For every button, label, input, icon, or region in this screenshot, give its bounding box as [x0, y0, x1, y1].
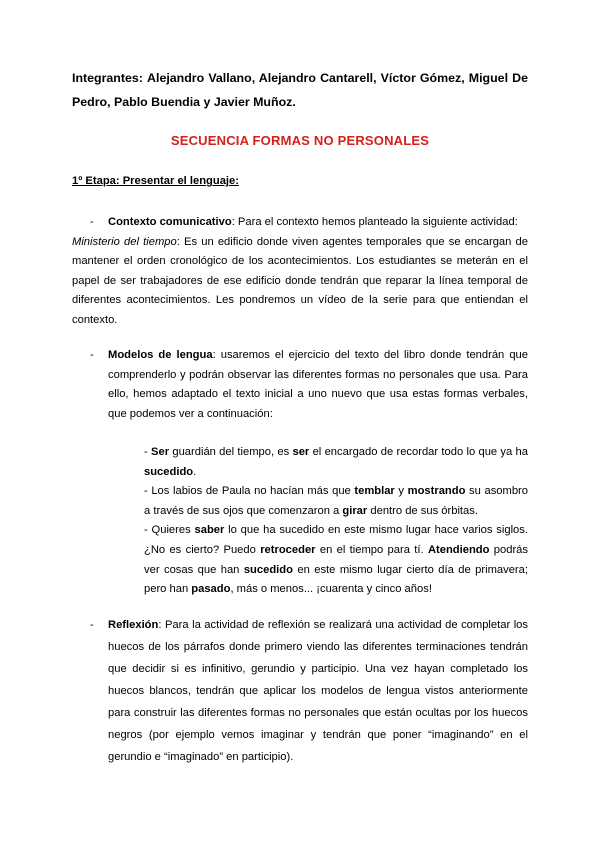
modelos-body: : usaremos el ejercicio del texto del libro donde tendrán que comprenderlo y podrán observar las diferentes formas no personales que usa. Para ello, hemos adaptado el texto inicial a uno nuevo que usa estas formas verbales, que podemos ver a continuación:	[108, 349, 528, 420]
reflexion-body: : Para la actividad de reflexión se realizará una actividad de completar los huecos de los párrafos donde primero viendo las diferentes terminaciones tendrán que decidir si es infinitivo, gerundio y participio. Una vez hayan completado los huecos blancos, tendrán que aplicar los modelos de lengua vistos anteriormente para construir las diferentes formas no personales que están ocultas por los huecos negros (por ejemplo vemos imaginar y tendrán que poner “imaginando” en el gerundio e “imaginado” en participio).	[108, 619, 528, 763]
example-text-block	[144, 443, 528, 600]
example-verb-form: saber	[194, 524, 225, 537]
contexto-activity: Ministerio del tiempo	[72, 235, 177, 248]
example-verb-form: girar	[342, 504, 368, 517]
example-text-run: lo que ha sucedido en este mismo lugar hace varios siglos. ¿No es cierto? Puedo	[144, 524, 528, 556]
example-verb-form: sucedido	[144, 465, 194, 478]
example-verb-form: temblar	[354, 485, 395, 498]
example-text-run: dentro de sus órbitas.	[367, 504, 478, 517]
example-verb-form: retroceder	[260, 543, 316, 556]
modelos-heading: Modelos de lengua	[108, 349, 213, 361]
reflexion-heading: Reflexión	[108, 619, 159, 631]
example-verb-form: ser	[292, 446, 310, 458]
example-text-run: su asombro a través de sus ojos que comenzaron a	[144, 485, 528, 517]
example-line-1	[144, 443, 528, 482]
modelos-paragraph	[72, 346, 528, 424]
example-text-run: en el tiempo para tí.	[315, 543, 428, 556]
example-line-2	[144, 482, 528, 521]
example-verb-form: Ser	[151, 446, 170, 458]
document-title: SECUENCIA FORMAS NO PERSONALES	[170, 133, 430, 148]
example-text-run: guardián del tiempo, es	[169, 446, 293, 458]
example-text-run: - Quieres	[144, 524, 195, 537]
example-text-run: -	[144, 446, 152, 458]
example-text-run: .	[193, 465, 197, 478]
bullet-dash: -	[90, 619, 94, 631]
contexto-paragraph	[72, 213, 528, 331]
contexto-heading: Contexto comunicativo	[108, 216, 232, 228]
contexto-body: : Es un edificio donde viven agentes temporales que se encargan de mantener el orden cronológico de los acontecimientos. Los estudiantes se meterán en el papel de ser trabajadores de ese edificio donde tendrán que reparar la línea temporal de diferentes acontecimientos. Les pondremos un vídeo de la serie para que entiendan el contexto.	[72, 235, 528, 326]
example-verb-form: pasado	[191, 583, 231, 596]
example-verb-form: Atendiendo	[427, 543, 490, 556]
example-line-3	[144, 521, 528, 599]
integrantes-names: Alejandro Vallano, Alejandro Cantarell, Víctor Gómez, Miguel De Pedro, Pablo Buendia y Javier Muñoz.	[72, 71, 528, 109]
example-text-run: , más o menos... ¡cuarenta y cinco años!	[230, 583, 432, 596]
example-text-run: - Los labios de Paula no hacían más que	[144, 485, 355, 498]
example-text-run: y	[394, 485, 408, 498]
bullet-dash: -	[90, 216, 94, 228]
reflexion-paragraph	[72, 614, 528, 768]
bullet-dash: -	[90, 349, 94, 361]
example-verb-form: mostrando	[407, 485, 466, 498]
integrantes-label: Integrantes:	[72, 71, 143, 85]
example-text-run: el encargado de recordar todo lo que ya ha	[309, 446, 528, 458]
integrantes-paragraph	[72, 66, 528, 114]
example-text-run: en este mismo lugar cierto día de primavera; pero han	[144, 563, 528, 596]
etapa-heading: 1º Etapa: Presentar el lenguaje:	[72, 175, 239, 187]
example-text-run: podrás ver cosas que han	[144, 543, 529, 576]
example-verb-form: sucedido	[243, 563, 293, 576]
contexto-intro: : Para el contexto hemos planteado la siguiente actividad:	[231, 216, 518, 228]
